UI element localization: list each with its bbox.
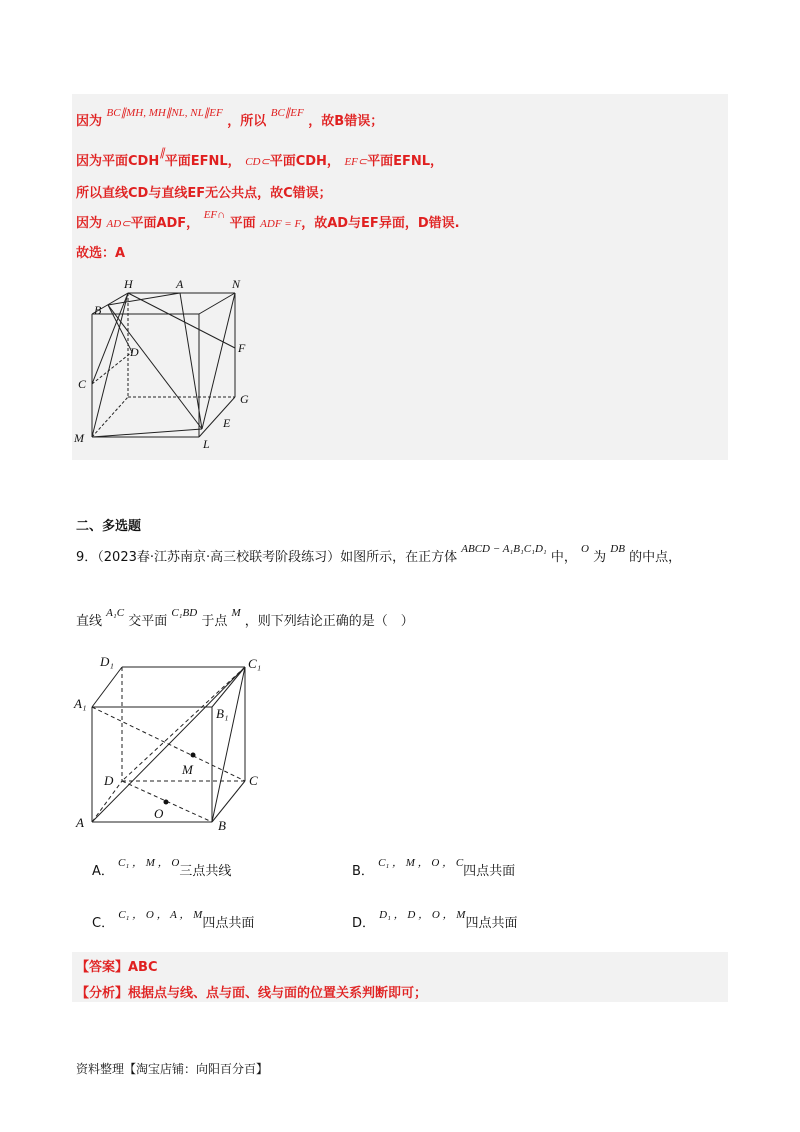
math-expr: ADF = F — [260, 218, 302, 230]
solution-line-1 — [76, 107, 384, 129]
text: 平面EFNL， — [164, 154, 241, 169]
label-B: B — [94, 303, 102, 317]
text: 因为平面CDH — [76, 154, 160, 169]
label-M: M — [182, 762, 193, 777]
label-B1: B₁ — [216, 706, 229, 721]
solution-line-5: 故选：A — [76, 246, 126, 261]
math-expr: CD⊂ — [245, 156, 270, 168]
option-text: 四点共面 — [202, 916, 255, 931]
option-d[interactable] — [352, 909, 518, 931]
question-line-2 — [76, 607, 414, 629]
text: 平面 — [229, 216, 256, 231]
label-D: D — [130, 345, 139, 359]
figure-2-cube — [72, 650, 272, 840]
label-H: H — [124, 277, 133, 291]
text: 为 — [593, 550, 607, 565]
option-letter: B． — [352, 864, 374, 879]
text: 于点 — [201, 614, 228, 629]
math-expr: AD⊂ — [106, 218, 131, 230]
text: 的中点， — [629, 550, 682, 565]
math-expr: D₁ ， D ， O ， M — [379, 909, 466, 921]
math-expr: BC∥MH, MH∥NL, NL∥EF — [106, 107, 223, 119]
option-text: 四点共面 — [465, 916, 518, 931]
text: ，故AD与EF异面，D错误. — [301, 216, 460, 231]
math-expr: A₁C — [106, 607, 125, 619]
label-M: M — [74, 431, 84, 445]
math-expr: M — [231, 607, 241, 619]
math-expr: C₁BD — [171, 607, 198, 619]
footer-text: 资料整理【淘宝店铺：向阳百分百】 — [76, 1062, 269, 1076]
text: ，故B错误； — [308, 114, 384, 129]
label-A1: A₁ — [74, 696, 87, 711]
label-F: F — [238, 341, 246, 355]
solution-line-3: 所以直线CD与直线EF无公共点，故C错误； — [76, 186, 332, 201]
option-a[interactable] — [92, 857, 232, 879]
text: 因为 — [76, 114, 103, 129]
label-C: C — [78, 377, 87, 391]
text: ，所以 — [227, 114, 267, 129]
label-D1: D₁ — [100, 654, 114, 669]
label-C1: C₁ — [248, 656, 262, 671]
label-A: A — [176, 277, 184, 291]
answer-text: 【答案】ABC — [76, 960, 158, 975]
math-expr: EF⊂ — [344, 156, 368, 168]
label-E: E — [223, 416, 231, 430]
option-letter: C． — [92, 916, 115, 931]
label-D: D — [104, 773, 114, 788]
section-heading: 二、多选题 — [76, 519, 142, 534]
text: 因为 — [76, 216, 103, 231]
text: 9．（2023春·江苏南京·高三校联考阶段练习）如图所示，在正方体 — [76, 550, 458, 565]
option-letter: A． — [92, 864, 114, 879]
label-L: L — [203, 437, 210, 451]
option-text: 三点共线 — [179, 864, 232, 879]
text: 平面ADF， — [130, 216, 200, 231]
text: 平面CDH， — [269, 154, 340, 169]
option-letter: D． — [352, 916, 376, 931]
figure-1-cube — [72, 272, 272, 452]
math-expr: C₁ ， M ， O — [118, 857, 180, 869]
math-expr: C₁ ， M ， O ， C — [378, 857, 464, 869]
option-text: 四点共面 — [463, 864, 516, 879]
math-expr: ∥ — [159, 147, 165, 159]
solution-line-2 — [76, 147, 444, 169]
math-expr: O — [581, 543, 589, 555]
math-expr: BC∥EF — [270, 107, 304, 119]
option-b[interactable] — [352, 857, 516, 879]
analysis-text: 【分析】根据点与线、点与面、线与面的位置关系判断即可； — [76, 986, 428, 1001]
option-c[interactable] — [92, 909, 255, 931]
label-A: A — [76, 815, 84, 830]
label-G: G — [240, 392, 249, 406]
solution-line-4 — [76, 209, 460, 231]
math-expr: ABCD − A₁B₁C₁D₁ — [461, 543, 547, 555]
question-line-1 — [76, 543, 682, 565]
label-N: N — [232, 277, 241, 291]
math-expr: C₁ ， O ， A ， M — [118, 909, 203, 921]
text: 交平面 — [128, 614, 168, 629]
text: ，则下列结论正确的是（ ） — [244, 614, 414, 629]
point-M — [191, 753, 196, 758]
math-expr: DB — [610, 543, 625, 555]
text: 直线 — [76, 614, 103, 629]
label-C: C — [249, 773, 258, 788]
label-O: O — [154, 806, 164, 821]
text: 中， — [550, 550, 577, 565]
label-B: B — [218, 818, 226, 833]
point-O — [164, 800, 169, 805]
text: 平面EFNL， — [367, 154, 444, 169]
math-expr: EF∩ — [203, 209, 226, 221]
